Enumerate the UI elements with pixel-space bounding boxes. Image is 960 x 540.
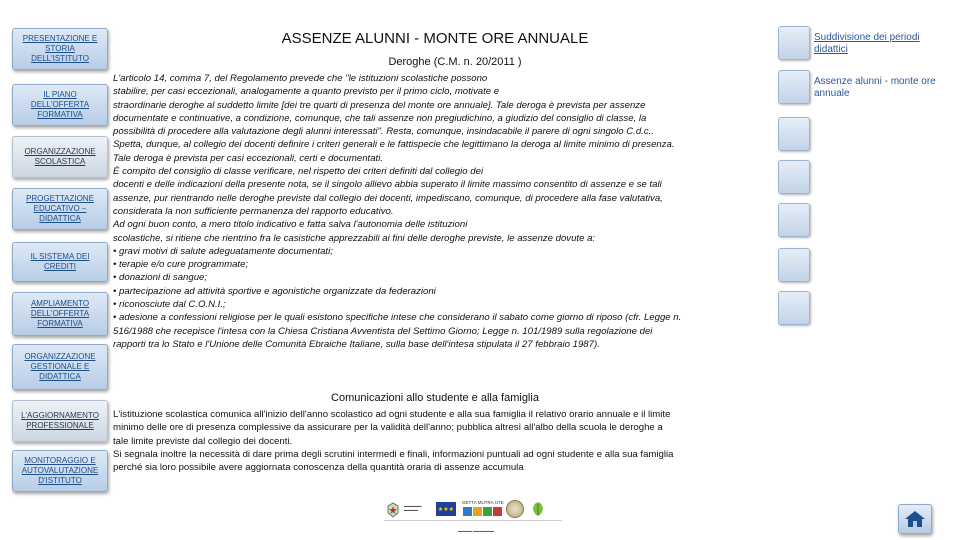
logo-divider (384, 520, 562, 521)
green-leaf-logo-icon (528, 500, 548, 518)
text-line: stabilire, per casi eccezionali, analogamente a quanto previsto per il primo ciclo, motivate e (113, 86, 500, 98)
nav-label: L'AGGIORNAMENTO PROFESSIONALE (21, 411, 99, 430)
bullet-line: • adesione a confessioni religiose per le quali esistono specifiche intese che considerano il sabato come giorno di riposo (cfr. Legge n. (113, 312, 682, 324)
thumb-button-7[interactable] (778, 291, 810, 325)
thumb-button-2[interactable] (778, 70, 810, 104)
thumb-button-1[interactable] (778, 26, 810, 60)
text-line: documentate e continuative, a condizione, comunque, che tali assenze non pregiudichino, a giudizio del consiglio di classe, la (113, 112, 647, 124)
text-line: considerata la non sufficiente permanenza del rapporto educativo. (113, 205, 394, 217)
page-subtitle: Deroghe (C.M. n. 20/2011 ) (388, 56, 522, 68)
text-line: Spetta, dunque, al collegio dei docenti definire i criteri generali e le fattispecie che legittimano la deroga al limite minimo di presenza. (113, 139, 675, 151)
bullet-line: • gravi motivi di salute adeguatamente documentati; (113, 245, 333, 257)
home-button[interactable] (898, 504, 932, 534)
nav-aggiornamento-professionale[interactable] (12, 400, 108, 442)
nav-label: ORGANIZZAZIONE SCOLASTICA (24, 147, 96, 166)
nav-monitoraggio-autovalutazione[interactable] (12, 450, 108, 492)
nav-ampliamento-offerta[interactable] (12, 292, 108, 336)
nav-piano-offerta-formativa[interactable] (12, 84, 108, 126)
sponsor-logos (384, 500, 564, 538)
text-line: minimo delle ore di presenza complessive da assicurare per la validità dell'anno; pubblica altresì all'albo della scuola le deroghe a (113, 422, 663, 434)
nav-presentazione-storia[interactable] (12, 28, 108, 70)
text-line: tale limite previste dal collegio dei docenti. (113, 435, 293, 447)
text-line: L'istituzione scolastica comunica all'inizio dell'anno scolastico ad ogni studente e alla sua famiglia il relativo orario annuale e il limite (113, 409, 671, 420)
nav-label: ORGANIZZAZIONE GESTIONALE E DIDATTICA (24, 352, 96, 381)
text-line: straordinarie deroghe al suddetto limite [dei tre quarti di presenza del monte ore annuale]. Tale deroga è prevista per assenze (113, 99, 646, 111)
italian-republic-emblem-icon (386, 502, 400, 518)
text-line: docenti e delle indicazioni della presente nota, se il singolo allievo abbia superato il limite massimo consentito di assenze e se tali (113, 179, 662, 191)
text-line: Si segnala inoltre la necessità di dare prima degli scrutini intermedi e finali, informazioni puntuali ad ogni studente e alla sua famiglia (113, 448, 674, 460)
eu-flag-icon: ★★★ (436, 502, 456, 516)
ministry-logo-text: ▬▬▬▬▬ ▬▬▬▬ (404, 504, 422, 512)
nav-label: MONITORAGGIO E AUTOVALUTAZIONE D'ISTITUTO (21, 456, 99, 485)
nav-progettazione-educativa[interactable] (12, 188, 108, 230)
section-title-comunicazioni: Comunicazioni allo studente e alla famiglia (331, 392, 539, 404)
side-link-assenze-alunni[interactable]: Assenze alunni - monte ore annuale (814, 76, 936, 99)
nav-label: PRESENTAZIONE E STORIA DELL'ISTITUTO (22, 34, 98, 63)
text-line: perché sia loro possibile avere aggiornata conoscenza della quantità oraria di assenze accumula (113, 462, 524, 474)
text-line: L'articolo 14, comma 7, del Regolamento prevede che "le istituzioni scolastiche possono (113, 73, 488, 84)
nav-label: AMPLIAMENTO DELL'OFFERTA FORMATIVA (30, 299, 90, 328)
text-line: scolastiche, si ritiene che rientrino fra le casistiche apprezzabili ai fini delle deroghe previste, le assenze dovute a: (113, 232, 596, 244)
puzzle-logo-label: DETTA MUTRA UTE (462, 500, 504, 505)
nav-label: PROGETTAZIONE EDUCATIVO – DIDATTICA (26, 194, 94, 223)
nav-organizzazione-scolastica[interactable] (12, 136, 108, 178)
text-line: assenze, pur rientrando nelle deroghe previste dal collegio dei docenti, impediscano, comunque, di procedere alla fase valutativa, (113, 192, 663, 204)
text-line: Ad ogni buon conto, a mero titolo indicativo e fatta salva l'autonomia delle istituzioni (113, 219, 468, 231)
bullet-line: • riconosciute dal C.O.N.I.; (113, 299, 226, 311)
logo-footer-text: ▬▬▬▬ ▬▬▬▬▬▬ (458, 529, 494, 533)
nav-label: IL PIANO DELL'OFFERTA FORMATIVA (30, 90, 90, 119)
left-navigation (12, 22, 108, 494)
thumb-button-3[interactable] (778, 117, 810, 151)
home-icon (904, 510, 926, 528)
text-line: possibilità di procedere alla valutazione degli alunni interessati". Resta, comunque, insindacabile il parere di ogni singolo C.d.c.. (113, 126, 654, 138)
text-line: 516/1988 che recepisce l'intesa con la Chiesa Cristiana Avventista del Settimo Giorno; Legge n. 101/1989 sulla regolazione dei (113, 325, 653, 337)
seal-logo-icon (506, 500, 524, 518)
nav-sistema-crediti[interactable] (12, 242, 108, 282)
comunicazioni-text (113, 408, 761, 474)
bullet-line: • partecipazione ad attività sportive e agonistiche organizzate da federazioni (113, 285, 436, 297)
page-title: ASSENZE ALUNNI - MONTE ORE ANNUALE (281, 30, 589, 47)
nav-organizzazione-gestionale[interactable] (12, 344, 108, 390)
deroghe-text (113, 72, 761, 351)
thumb-button-4[interactable] (778, 160, 810, 194)
text-line: Tale deroga è prevista per casi eccezionali, certi e documentati. (113, 152, 384, 164)
text-line: rapporti tra lo Stato e l'Unione delle Comunità Ebraiche Italiane, sulla base dell'intesa stipulata il 27 febbraio 1987). (113, 338, 600, 350)
thumb-button-6[interactable] (778, 248, 810, 282)
side-link-suddivisione-periodi[interactable]: Suddivisione dei periodi didattici (814, 32, 920, 55)
text-line: È compito del consiglio di classe verificare, nel rispetto dei criteri definiti dal collegio dei (113, 166, 484, 178)
nav-label: IL SISTEMA DEI CREDITI (30, 252, 90, 271)
bullet-line: • terapie e/o cure programmate; (113, 259, 249, 271)
thumb-button-5[interactable] (778, 203, 810, 237)
bullet-line: • donazioni di sangue; (113, 272, 208, 284)
